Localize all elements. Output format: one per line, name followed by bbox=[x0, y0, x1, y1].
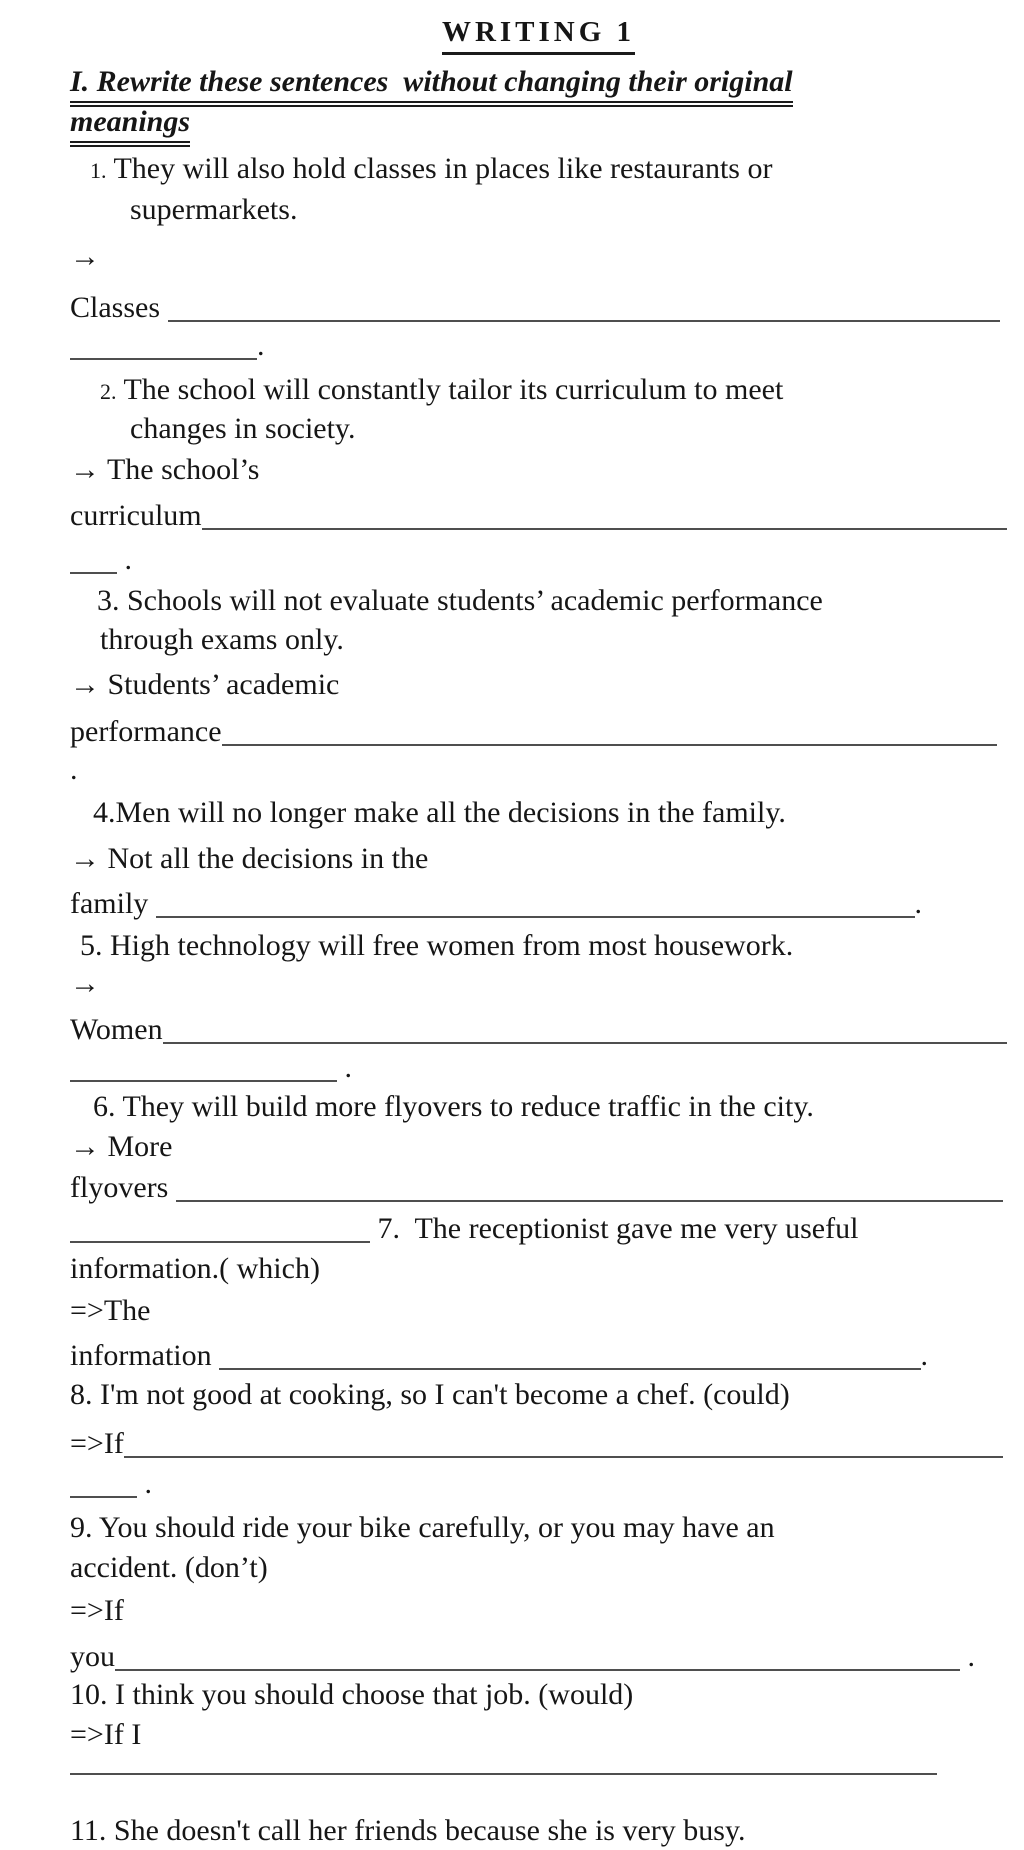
answer-blank bbox=[70, 358, 257, 360]
text-segment: . bbox=[337, 1051, 352, 1084]
text-segment: family bbox=[70, 887, 156, 920]
text-segment: I. Rewrite these sentences without changing their original bbox=[70, 63, 793, 107]
text-segment: . bbox=[914, 887, 922, 920]
section-heading-line-1 bbox=[70, 63, 793, 107]
item-2-sentence bbox=[100, 371, 783, 411]
answer-4-start bbox=[70, 840, 428, 878]
text-segment: you bbox=[70, 1640, 115, 1673]
text-segment: =>If bbox=[70, 1427, 124, 1460]
text-segment: 8. I'm not good at cooking, so I can't become a chef. (could) bbox=[70, 1378, 790, 1411]
text-segment: 11. She doesn't call her friends because she is very busy. bbox=[70, 1814, 746, 1847]
item-number: 1. bbox=[90, 158, 107, 183]
answer-1-arrow bbox=[70, 238, 100, 276]
answer-blank bbox=[70, 572, 117, 574]
answer-blank bbox=[156, 916, 915, 918]
text-segment: 9. You should ride your bike carefully, or you may have an bbox=[70, 1511, 775, 1544]
answer-blank bbox=[70, 1080, 337, 1082]
answer-8-line-2 bbox=[70, 1465, 152, 1503]
answer-5-line-1 bbox=[70, 1011, 1007, 1049]
answer-3-start bbox=[70, 666, 339, 704]
answer-4-line bbox=[70, 885, 922, 923]
text-segment: information.( which) bbox=[70, 1252, 320, 1285]
answer-6-line-1 bbox=[70, 1169, 1003, 1207]
answer-3-line-2 bbox=[70, 751, 78, 789]
answer-blank bbox=[222, 744, 997, 746]
item-6-sentence bbox=[93, 1088, 814, 1126]
text-segment: → More bbox=[70, 1130, 173, 1163]
text-segment: . bbox=[70, 753, 78, 786]
answer-1-line-1 bbox=[70, 289, 1000, 327]
text-segment: They will also hold classes in places like restaurants or bbox=[106, 152, 773, 185]
answer-blank bbox=[70, 1241, 370, 1243]
text-segment: =>If bbox=[70, 1594, 124, 1627]
item-3-sentence bbox=[97, 582, 823, 620]
text-segment: accident. (don’t) bbox=[70, 1551, 268, 1584]
section-heading-line-2 bbox=[70, 103, 190, 147]
item-1-sentence-cont bbox=[130, 191, 297, 229]
item-number: 2. bbox=[100, 379, 117, 404]
item-7-sentence-cont bbox=[70, 1250, 320, 1288]
text-segment: 6. They will build more flyovers to reduce traffic in the city. bbox=[93, 1090, 814, 1123]
answer-blank bbox=[163, 1042, 1007, 1044]
answer-2-line-1 bbox=[70, 497, 1007, 535]
text-segment: Classes bbox=[70, 291, 168, 324]
text-segment: meanings bbox=[70, 103, 190, 147]
item-1-sentence bbox=[90, 150, 772, 190]
text-segment: → Not all the decisions in the bbox=[70, 842, 429, 875]
answer-9-line bbox=[70, 1638, 975, 1676]
text-segment: The school will constantly tailor its curriculum to meet bbox=[116, 373, 784, 406]
text-segment: =>If I bbox=[70, 1718, 142, 1751]
item-3-sentence-cont bbox=[100, 621, 344, 659]
answer-blank bbox=[124, 1456, 1003, 1458]
answer-3-line-1 bbox=[70, 713, 997, 751]
text-segment: → Students’ academic bbox=[70, 668, 340, 701]
answer-blank bbox=[168, 320, 1001, 322]
answer-7-line bbox=[70, 1337, 928, 1375]
text-segment: . bbox=[257, 329, 265, 362]
answer-blank bbox=[70, 1773, 937, 1775]
title-text: WRITING 1 bbox=[442, 13, 635, 55]
text-segment: Women bbox=[70, 1013, 163, 1046]
item-9-sentence-cont bbox=[70, 1549, 268, 1587]
answer-5-arrow bbox=[70, 965, 100, 1003]
item-2-sentence-cont bbox=[130, 410, 355, 448]
text-segment: through exams only. bbox=[100, 623, 344, 656]
answer-9-start bbox=[70, 1592, 124, 1630]
text-segment: . bbox=[960, 1640, 975, 1673]
text-segment: . bbox=[137, 1467, 152, 1500]
page-title bbox=[70, 13, 1007, 55]
answer-1-line-2 bbox=[70, 327, 265, 365]
answer-6-start bbox=[70, 1128, 172, 1166]
text-segment: . bbox=[920, 1339, 928, 1372]
arrow-icon: → bbox=[70, 967, 100, 1000]
item-11-sentence-clipped bbox=[70, 1812, 746, 1850]
text-segment: changes in society. bbox=[130, 412, 356, 445]
answer-10-blank-line bbox=[70, 1768, 937, 1770]
answer-blank bbox=[176, 1200, 1003, 1202]
text-segment: performance bbox=[70, 715, 222, 748]
text-segment: flyovers bbox=[70, 1171, 176, 1204]
text-segment: =>The bbox=[70, 1294, 151, 1327]
answer-8-line-1 bbox=[70, 1425, 1003, 1463]
answer-blank bbox=[202, 528, 1007, 530]
text-segment: → The school’s bbox=[70, 453, 260, 486]
answer-blank bbox=[115, 1669, 960, 1671]
answer-5-line-2 bbox=[70, 1049, 352, 1087]
answer-6-line-2-and-item-7 bbox=[70, 1210, 858, 1248]
arrow-icon: → bbox=[70, 240, 100, 273]
answer-2-start bbox=[70, 451, 259, 489]
answer-10-start bbox=[70, 1716, 141, 1754]
item-4-sentence bbox=[93, 794, 786, 832]
item-9-sentence bbox=[70, 1509, 775, 1547]
answer-blank bbox=[70, 1496, 137, 1498]
text-segment: 7. The receptionist gave me very useful bbox=[370, 1212, 859, 1245]
answer-2-line-2 bbox=[70, 541, 132, 579]
text-segment: curriculum bbox=[70, 499, 202, 532]
text-segment: 10. I think you should choose that job. (would) bbox=[70, 1678, 634, 1711]
text-segment: . bbox=[117, 543, 132, 576]
text-segment: 4.Men will no longer make all the decisions in the family. bbox=[93, 796, 786, 829]
text-segment: information bbox=[70, 1339, 220, 1372]
text-segment: 3. Schools will not evaluate students’ academic performance bbox=[97, 584, 823, 617]
text-segment: supermarkets. bbox=[130, 193, 298, 226]
item-5-sentence bbox=[80, 927, 793, 965]
answer-blank bbox=[219, 1368, 920, 1370]
text-segment: 5. High technology will free women from most housework. bbox=[80, 929, 794, 962]
item-10-sentence bbox=[70, 1676, 633, 1714]
answer-7-start bbox=[70, 1292, 150, 1330]
item-8-sentence bbox=[70, 1376, 790, 1414]
